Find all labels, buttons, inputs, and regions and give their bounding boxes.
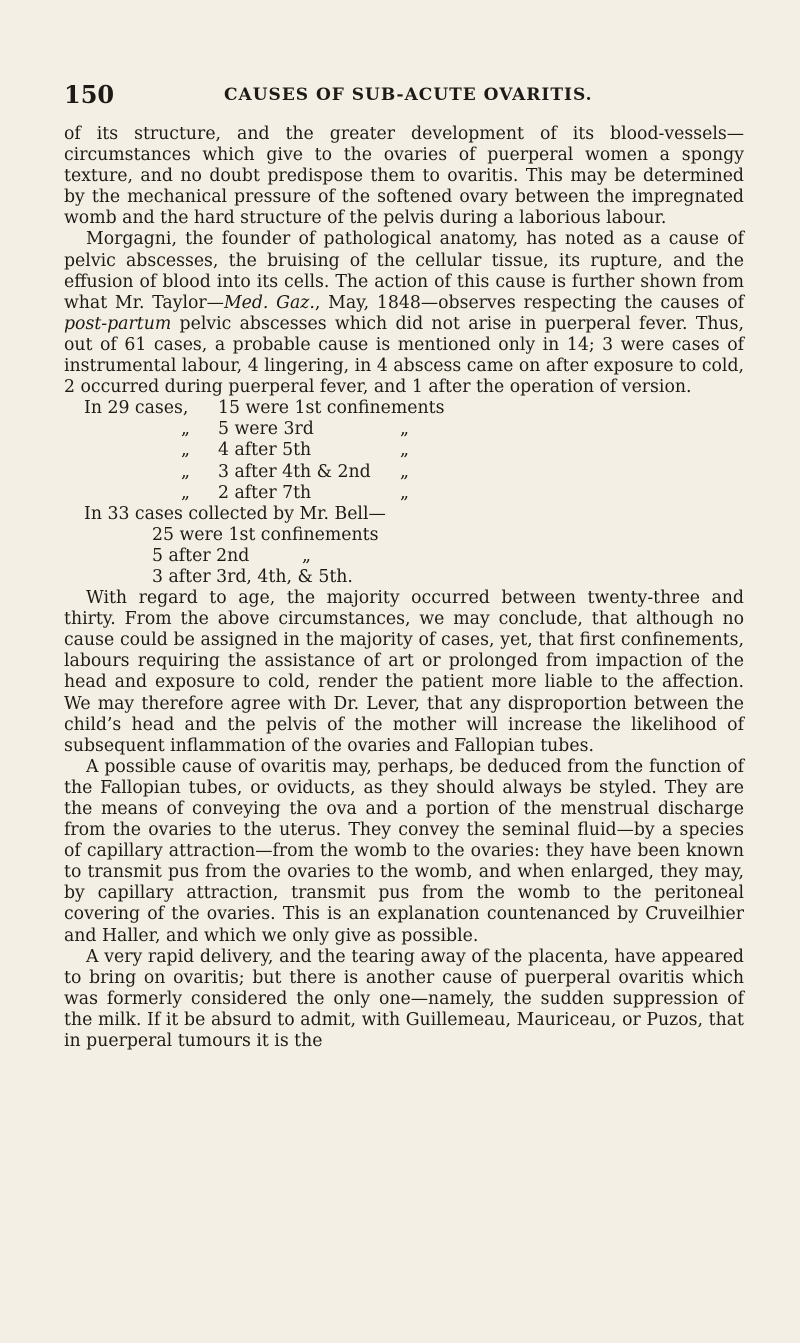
journal-title: Med. Gaz. [223, 292, 315, 313]
table-row: „ 5 were 3rd „ [181, 419, 409, 440]
table-intro: In 29 cases, [84, 398, 189, 419]
page-number: 150 [64, 80, 115, 109]
paragraph-3: With regard to age, the majority occurred between twenty-three and thirty. From the above circumstances, we may conclude, that although no cause could be assigned in the majority of cases, yet, that first confinements, labours requiring the assistance of art or prolonged from impaction of the head and exposure to cold, render the patient more liable to the affection. We may therefore agree with Dr. Lever, that any disproportion between the child’s head and the pelvis of the mother will increase the likelihood of subsequent inflammation of the ovaries and Fallopian tubes. [64, 588, 744, 756]
table-row: „ 4 after 5th „ [181, 440, 409, 461]
paragraph-2: Morgagni, the founder of pathological anatomy, has noted as a cause of pelvic abscesses, the bruising of the cellular tissue, its rupture, and the effusion of blood into its cells. The action of this cause is further shown from what Mr. Taylor—Med. Gaz., May, 1848—observes respecting the causes of post-partum pelvic abscesses which did not arise in puerperal fever. Thus, out of 61 cases, a probable cause is mentioned only in 14; 3 were cases of instrumental labour, 4 lingering, in 4 abscess came on after exposure to cold, 2 occurred during puerperal fever, and 1 after the operation of version. [64, 229, 744, 398]
table-row: „ 2 after 7th „ [181, 482, 409, 503]
statistics-table-1 [64, 398, 744, 503]
table-row: In 29 cases, 15 were 1st confinements [84, 398, 445, 419]
paragraph-5: A very rapid delivery, and the tearing away of the placenta, have appeared to bring on ovaritis; but there is another cause of puerperal ovaritis which was formerly considered the only one—namely, the sudden suppression of the milk. If it be absurd to admit, with Guillemeau, Mauriceau, or Puzos, that in puerperal tumours it is the [64, 946, 744, 1052]
table-row: 5 after 2nd „ [152, 545, 311, 566]
statistics-table-2 [64, 504, 744, 588]
page-header [64, 80, 744, 110]
table-row [64, 504, 744, 525]
paragraph-4: A possible cause of ovaritis may, perhaps, be deduced from the function of the Fallopian tubes, or oviducts, as they should always be styled. They are the means of conveying the ova and a portion of the menstrual discharge from the ovaries to the uterus. They convey the seminal fluid—by a species of capillary attraction—from the womb to the ovaries: they have been known to transmit pus from the ovaries to the womb, and when enlarged, they may, by capillary attraction, transmit pus from the womb to the peritoneal covering of the ovaries. This is an explanation countenanced by Cruveilhier and Haller, and which we only give as possible. [64, 756, 744, 946]
running-title: CAUSES OF SUB-ACUTE OVARITIS. [224, 85, 593, 105]
table-row: „ 3 after 4th & 2nd „ [181, 461, 409, 482]
table-intro: In 33 cases collected by Mr. Bell— [84, 503, 386, 524]
paragraph-1: of its structure, and the greater development of its blood-vessels—circumstances which give to the ovaries of puerperal women a spongy texture, and no doubt predispose them to ovaritis. This may be determined by the mechanical pressure of the softened ovary between the impregnated womb and the hard structure of the pelvis during a laborious labour. [64, 124, 744, 229]
latin-term: post-partum [64, 313, 172, 334]
table-row: 25 were 1st confinements [152, 524, 379, 545]
table-row: 3 after 3rd, 4th, & 5th. [152, 566, 353, 587]
page-body [64, 124, 744, 1052]
